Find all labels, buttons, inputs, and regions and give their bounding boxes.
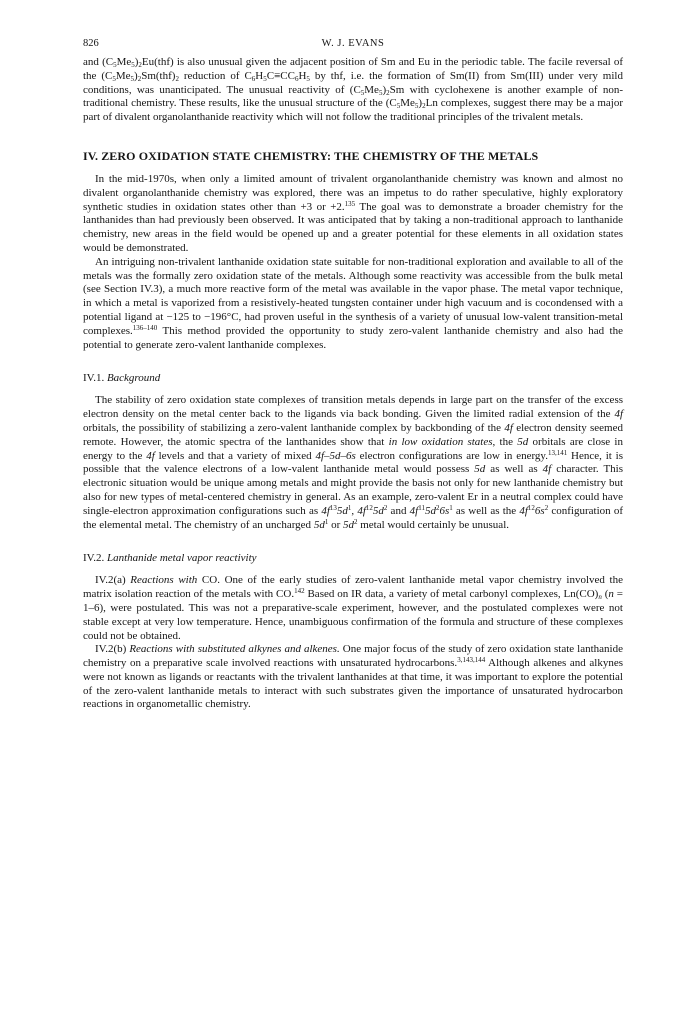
subsection-heading-metal-vapor: IV.2. Lanthanide metal vapor reactivity [83, 552, 257, 565]
paragraph-background: The stability of zero oxidation state complexes of transition metals depends in large part on the transfer of the excess electron density on the metal center back to the ligands via back bonding. Given the limited radial extension of the 4f orbitals, the possibility of stabilizing a zero-valent lanthanide complex by backbonding of the 4f electron density seemed remote. However, the atomic spectra of the lanthanides show that in low oxidation states, the 5d orbitals are close in energy to the 4f levels and that a variety of mixed 4f–5d–6s electron configurations are low in energy.$^{13,141}$ Hence, it is possible that the valence electrons of a low-valent lanthanide metal would possess 5d as well as 4f character. This electronic situation would be unique among metals and might provide the basis not only for new lanthanide chemistry but also for new types of metal-centered chemistry in general. As an example, zero-valent Er in a neutral complex could have single-electron approximation configurations such as $4f^{13}5d^1$, $4f^{12}5d^2$ and $4f^{11}5d^26s^1$ as well as the $4f^{12}6s^2$ configuration of the elemental metal. The chemistry of an uncharged $5d^1$ or $5d^2$ metal would certainly be unusual. [83, 394, 624, 531]
running-author: W. J. EVANS [321, 38, 385, 49]
paragraph-alkyne-reactions: IV.2(b) Reactions with substituted alkynes and alkenes. One major focus of the study of zero oxidation state lanthanide chemistry on a preparative scale involved reactions with unsaturated hydrocarbons.$^{3,143,144}$ Although alkenes and alkynes were not known as ligands or reactants with the trivalent lanthanides at that time, it was important to explore the potential of the zero-valent lanthanide metals to interact with such substrates given the importance of unsaturated hydrocarbon reactions in organometallic chemistry. [83, 643, 623, 711]
paragraph-intro: In the mid-1970s, when only a limited amount of trivalent organolanthanide chemistry was known and almost no divalent organolanthanide chemistry was explored, there was an impetus to do rather speculative, highly exploratory synthetic studies in oxidation states other than +3 or +2.$^{135}$ The goal was to demonstrate a broader chemistry for the lanthanides than had previously been observed. It was anticipated that by taking a non-traditional approach to lanthanide chemistry, new areas in the field would be opened up and a greater potential for these elements in all oxidation states would be demonstrated. [83, 172, 623, 254]
running-header [83, 38, 623, 56]
paragraph-co-reactions: IV.2(a) Reactions with CO. One of the early studies of zero-valent lanthanide metal vapor chemistry involved the matrix isolation reaction of the metals with CO.$^{142}$ Based on IR data, a variety of metal carbonyl complexes, $Ln(CO)_n$ (n = 1–6), were postulated. This was not a preparative-scale experiment, however, and the postulated complexes were not stable except at very low temperature. Hence, unambiguous confirmation of the formula and structure of these complexes could not be obtained. [83, 574, 623, 642]
subsection-heading-background: IV.1. Background [83, 372, 161, 385]
section-heading: IV. ZERO OXIDATION STATE CHEMISTRY: THE CHEMISTRY OF THE METALS [83, 148, 539, 163]
page-number: 826 [83, 38, 99, 49]
paragraph-divalent-summary: and $(C_5Me_5)_2Eu(thf)$ is also unusual given the adjacent position of Sm and Eu in the periodic table. The facile reversal of the $(C_5Me_5)_2Sm(thf)_2$ reduction of $C_6H_5C\equiv CC_6H_5$ by thf, i.e. the formation of Sm(II) from Sm(III) under very mild conditions, was unanticipated. The unusual reactivity of $(C_5Me_5)_2Sm$ with cyclohexene is another example of non-traditional chemistry. These results, like the unusual structure of the $(C_5Me_5)_2Ln$ complexes, suggest there may be a major part of divalent organolanthanide reactivity which will not follow the traditional principles of the trivalent metals. [83, 56, 623, 124]
paragraph-metal-vapor: An intriguing non-trivalent lanthanide oxidation state suitable for non-traditional exploration and available to all of the metals was the formally zero oxidation state of the metals. Although some reactivity was accessible from the bulk metal (see Section IV.3), a much more reactive form of the metal was available in the vapor phase. The metal vapor technique, in which a metal is vaporized from a resistively-heated tungsten container under high vacuum and is cocondensed with a potential ligand at −125 to −196°C, had proven useful in the synthesis of a variety of unusual low-valent transition-metal complexes.$^{136-140}$ This method provided the opportunity to study zero-valent lanthanide chemistry and also had the potential to generate zero-valent lanthanide complexes. [83, 255, 623, 351]
page [83, 38, 623, 712]
